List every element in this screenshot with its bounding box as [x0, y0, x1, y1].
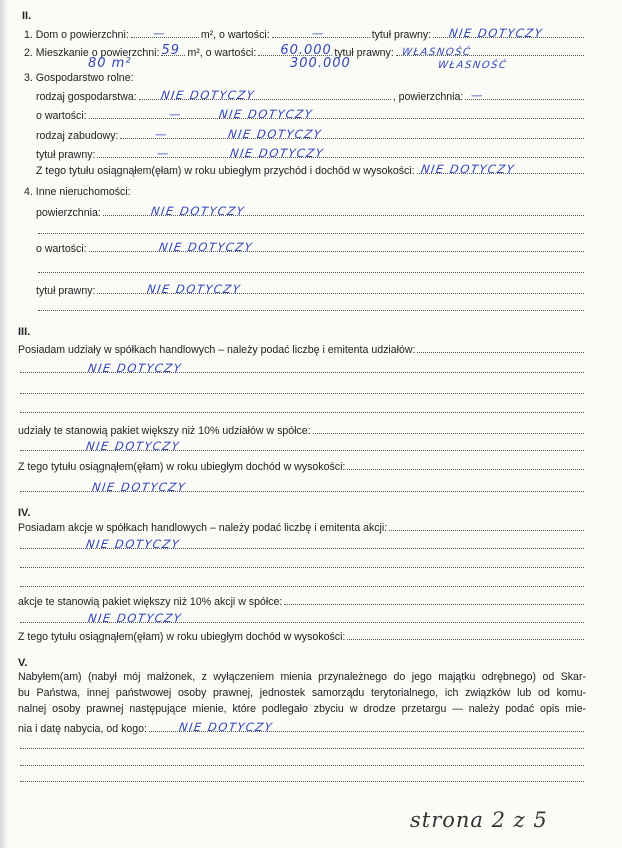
powierzchnia-field[interactable] [465, 89, 584, 100]
udzialy-dochod-field[interactable] [347, 459, 584, 470]
dom-row [24, 27, 586, 41]
akcje-pakiet-value: NIE DOTYCZY [87, 611, 184, 625]
blank-line [18, 557, 586, 571]
inne-wartosc-value: NIE DOTYCZY [157, 240, 254, 254]
udzialy-pakiet-label: udziały te stanowią pakiet większy niż 10% udziałów w spółce: [18, 425, 311, 437]
inne-powierzchnia-row [36, 205, 586, 219]
mieszkanie-title-correction: WŁASNOŚĆ [437, 60, 509, 71]
section-5-text-line: nalnej osoby prawnej następujące mienie, które podlegało zbyciu w drodze przetargu — należy podać opis mie- [18, 703, 586, 715]
blank-line [18, 738, 586, 752]
inne-wartosc-row [36, 241, 586, 255]
gospodarstwo-label: 3. Gospodarstwo rolne: [24, 72, 134, 84]
tytul-label: tytuł prawny: [36, 149, 96, 161]
udzialy-label: Posiadam udziały w spółkach handlowych – należy podać liczbę i emitenta udziałów: [18, 344, 416, 356]
inne-tytul-field[interactable] [97, 283, 584, 294]
tytul-dash: — [156, 146, 172, 160]
akcje-answer-field[interactable] [20, 538, 584, 549]
mieszkanie-label: 2. Mieszkanie o powierzchni: [24, 47, 160, 59]
rodzaj-zabudowy-label: rodzaj zabudowy: [36, 130, 119, 142]
akcje-dochod-label: Z tego tytułu osiągnąłem(ęłam) w roku ubiegłym dochód w wysokości: [18, 631, 346, 643]
akcje-value: NIE DOTYCZY [85, 537, 182, 551]
udzialy-pakiet-value: NIE DOTYCZY [85, 439, 182, 453]
akcje-field[interactable] [389, 520, 584, 531]
udzialy-field[interactable] [417, 342, 584, 353]
akcje-row [18, 520, 586, 534]
rodzaj-gospodarstwa-value: NIE DOTYCZY [159, 88, 256, 102]
udzialy-dochod-answer-field[interactable] [20, 481, 584, 492]
inne-powierzchnia-value: NIE DOTYCZY [149, 204, 246, 218]
udzialy-pakiet-field[interactable] [313, 423, 584, 434]
udzialy-pakiet-answer-line [18, 440, 586, 454]
inne-tytul-value: NIE DOTYCZY [146, 282, 243, 296]
dom-area-value: — [151, 26, 167, 40]
udzialy-dochod-label: Z tego tytułu osiągnąłem(ęłam) w roku ubiegłym dochód w wysokości: [18, 461, 346, 473]
nabycie-value: NIE DOTYCZY [178, 720, 275, 734]
udzialy-answer-line [18, 362, 586, 376]
tytul-value: NIE DOTYCZY [229, 146, 326, 160]
akcje-pakiet-label: akcje te stanowią pakiet większy niż 10% akcji w spółce: [18, 596, 283, 608]
blank-field[interactable] [20, 771, 584, 782]
gospodarstwo-heading [24, 70, 586, 84]
udzialy-row [18, 342, 586, 356]
inne-wartosc-label: o wartości: [36, 243, 87, 255]
rodzaj-zabudowy-row [36, 128, 586, 142]
blank-field[interactable] [20, 402, 584, 413]
dom-unit-label: m², o wartości: [200, 29, 270, 41]
blank-field[interactable] [38, 300, 584, 311]
blank-field[interactable] [38, 262, 584, 273]
blank-line [36, 262, 586, 276]
tytul-field[interactable] [97, 147, 584, 158]
section-4-heading: IV. [18, 507, 31, 519]
udzialy-pakiet-answer-field[interactable] [20, 440, 584, 451]
blank-line [18, 755, 586, 769]
nabycie-field[interactable] [149, 721, 584, 732]
inne-wartosc-field[interactable] [89, 241, 584, 252]
dom-title-label: tytuł prawny: [371, 29, 432, 41]
nabycie-row [18, 721, 586, 735]
blank-field[interactable] [20, 383, 584, 394]
section-5-text-line: Nabyłem(am) (nabył mój małżonek, z wyłączeniem mienia przynależnego do jego majątku odrębnego) od Skar- [18, 671, 586, 683]
udzialy-pakiet-row [18, 423, 586, 437]
gospodarstwo-dochod-row [36, 163, 586, 177]
blank-line [18, 402, 586, 416]
blank-field[interactable] [20, 755, 584, 766]
mieszkanie-title-label: tytuł prawny: [334, 47, 394, 59]
akcje-label: Posiadam akcje w spółkach handlowych – należy podać liczbę i emitenta akcji: [18, 522, 388, 534]
inne-heading [24, 184, 586, 198]
wartosc-field[interactable] [89, 108, 584, 119]
mieszkanie-title-field[interactable] [396, 45, 584, 56]
wartosc-value: NIE DOTYCZY [217, 107, 314, 121]
rodzaj-gospodarstwa-row [36, 89, 586, 103]
scan-edge [0, 0, 8, 848]
dom-value-field[interactable] [272, 27, 370, 38]
section-2-heading: II. [22, 10, 32, 22]
blank-field[interactable] [20, 576, 584, 587]
akcje-pakiet-field[interactable] [284, 594, 584, 605]
blank-field[interactable] [20, 738, 584, 749]
zabudowa-dash: — [154, 127, 170, 141]
gospodarstwo-tytul-row [36, 147, 586, 161]
inne-label: 4. Inne nieruchomości: [24, 186, 131, 198]
mieszkanie-value: 60.000 [280, 43, 332, 58]
mieszkanie-title-value: WŁASNOŚĆ [401, 47, 472, 58]
rodzaj-gospodarstwa-label: rodzaj gospodarstwa: [36, 91, 137, 103]
inne-powierzchnia-label: powierzchnia: [36, 207, 101, 219]
mieszkanie-area-field[interactable] [161, 45, 185, 56]
udzialy-dochod-answer-line [18, 481, 586, 495]
section-5-text-line: bu Państwa, innej państwowej osoby prawnej, jednostek samorządu terytorialnego, ich związków lub od komu- [18, 687, 586, 699]
powierzchnia-value: — [470, 88, 486, 102]
blank-line [18, 771, 586, 785]
inne-powierzchnia-field[interactable] [103, 205, 584, 216]
blank-line [36, 300, 586, 314]
wartosc-label: o wartości: [36, 110, 87, 122]
gospodarstwo-wartosc-row [36, 108, 586, 122]
dochod-label: Z tego tytułu osiągnąłem(ęłam) w roku ubiegłym przychód i dochód w wysokości: [36, 165, 415, 177]
udzialy-dochod-row [18, 459, 586, 473]
udzialy-value: NIE DOTYCZY [87, 361, 184, 375]
section-5-heading: V. [18, 657, 28, 669]
blank-field[interactable] [20, 557, 584, 568]
inne-tytul-label: tytuł prawny: [36, 285, 96, 297]
dom-label: 1. Dom o powierzchni: [24, 29, 129, 41]
blank-line [18, 576, 586, 590]
dom-value: — [310, 26, 326, 40]
dochod-field[interactable] [417, 163, 584, 174]
akcje-pakiet-answer-line [18, 612, 586, 626]
nabycie-label: nia i datę nabycia, od kogo: [18, 723, 147, 735]
udzialy-answer-field[interactable] [20, 362, 584, 373]
mieszkanie-value-correction: 300.000 [290, 56, 351, 71]
mieszkanie-area-correction: 80 m² [88, 56, 132, 71]
zabudowa-value: NIE DOTYCZY [227, 127, 324, 141]
akcje-pakiet-row [18, 594, 586, 608]
akcje-answer-line [18, 538, 586, 552]
akcje-pakiet-answer-field[interactable] [20, 612, 584, 623]
blank-line [18, 383, 586, 397]
page-number-handwritten: strona 2 z 5 [410, 808, 548, 832]
akcje-dochod-row [18, 629, 586, 643]
mieszkanie-unit-label: m², o wartości: [187, 47, 257, 59]
inne-tytul-row [36, 283, 586, 297]
wartosc-dash: — [167, 107, 183, 121]
blank-line [36, 223, 586, 237]
dom-title-value: NIE DOTYCZY [448, 26, 545, 40]
blank-field[interactable] [38, 223, 584, 234]
powierzchnia-label: , powierzchnia: [392, 91, 464, 103]
section-3-heading: III. [18, 326, 31, 338]
dom-title-field[interactable] [433, 27, 584, 38]
akcje-dochod-field[interactable] [347, 629, 584, 640]
rodzaj-gospodarstwa-field[interactable] [139, 89, 391, 100]
dom-area-field[interactable] [131, 27, 199, 38]
rodzaj-zabudowy-field[interactable] [120, 128, 584, 139]
udzialy-dochod-value: NIE DOTYCZY [91, 480, 188, 494]
mieszkanie-value-field[interactable] [258, 45, 332, 56]
mieszkanie-area-value: 59 [161, 43, 180, 58]
dochod-value: NIE DOTYCZY [419, 162, 516, 176]
